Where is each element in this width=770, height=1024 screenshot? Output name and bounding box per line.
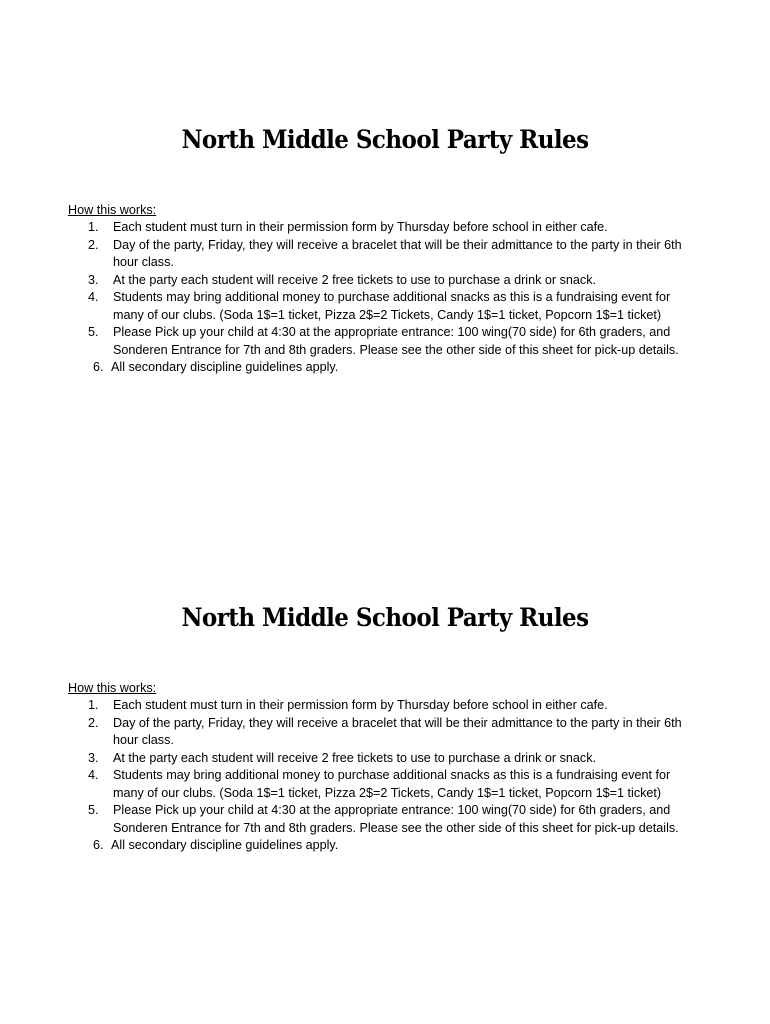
rule-item <box>0 715 698 750</box>
rule-item <box>0 767 698 802</box>
rules-list <box>0 219 770 377</box>
rule-item <box>0 237 698 272</box>
rule-text: Please Pick up your child at 4:30 at the appropriate entrance: 100 wing(70 side) for 6th graders, and Sonderen Entrance for 7th and 8th graders. Please see the other side of this sheet for pick-up details. <box>113 803 679 835</box>
rule-text: Day of the party, Friday, they will receive a bracelet that will be their admittance to the party in their 6th hour class. <box>113 715 682 747</box>
page-title: North Middle School Party Rules <box>181 603 589 632</box>
rule-number: 4. <box>88 290 99 304</box>
rule-item <box>0 697 698 715</box>
rule-text: Students may bring additional money to purchase additional snacks as this is a fundraising event for many of our clubs. (Soda 1$=1 ticket, Pizza 2$=2 Tickets, Candy 1$=1 ticket, Popcorn 1$=1 ticket) <box>113 768 671 800</box>
rule-text: Each student must turn in their permission form by Thursday before school in either cafe. <box>113 220 608 234</box>
rule-text: All secondary discipline guidelines apply. <box>111 838 339 852</box>
rule-text: Students may bring additional money to purchase additional snacks as this is a fundraising event for many of our clubs. (Soda 1$=1 ticket, Pizza 2$=2 Tickets, Candy 1$=1 ticket, Popcorn 1$=1 ticket) <box>113 290 671 322</box>
how-this-works-label: How this works: <box>68 681 157 695</box>
rule-number: 1. <box>88 698 99 712</box>
rule-item <box>0 802 698 837</box>
page-title: North Middle School Party Rules <box>181 125 589 154</box>
rule-number: 3. <box>88 750 99 765</box>
rule-item <box>0 219 698 237</box>
rule-number: 3. <box>88 272 99 287</box>
rule-item <box>0 272 698 290</box>
rule-number: 4. <box>88 768 99 782</box>
rule-text: Day of the party, Friday, they will receive a bracelet that will be their admittance to the party in their 6th hour class. <box>113 237 682 269</box>
rule-number: 2. <box>88 237 99 252</box>
rule-text: All secondary discipline guidelines apply. <box>111 360 339 374</box>
rule-text: At the party each student will receive 2 free tickets to use to purchase a drink or snack. <box>113 272 597 287</box>
rule-text: Each student must turn in their permission form by Thursday before school in either cafe. <box>113 698 608 712</box>
rule-item <box>0 837 696 855</box>
rule-number: 6. <box>93 838 104 852</box>
rule-number: 6. <box>93 360 104 374</box>
rule-number: 1. <box>88 220 99 234</box>
rule-item <box>0 289 698 324</box>
rule-item <box>0 324 698 359</box>
rule-number: 5. <box>88 325 99 339</box>
rule-text: Please Pick up your child at 4:30 at the appropriate entrance: 100 wing(70 side) for 6th graders, and Sonderen Entrance for 7th and 8th graders. Please see the other side of this sheet for pick-up details. <box>113 325 679 357</box>
rules-list <box>0 697 770 855</box>
rule-text: At the party each student will receive 2 free tickets to use to purchase a drink or snack. <box>113 750 597 765</box>
how-this-works-label: How this works: <box>68 203 157 217</box>
rule-item <box>0 750 698 768</box>
rule-number: 5. <box>88 803 99 817</box>
rule-item <box>0 359 696 377</box>
rule-number: 2. <box>88 715 99 730</box>
